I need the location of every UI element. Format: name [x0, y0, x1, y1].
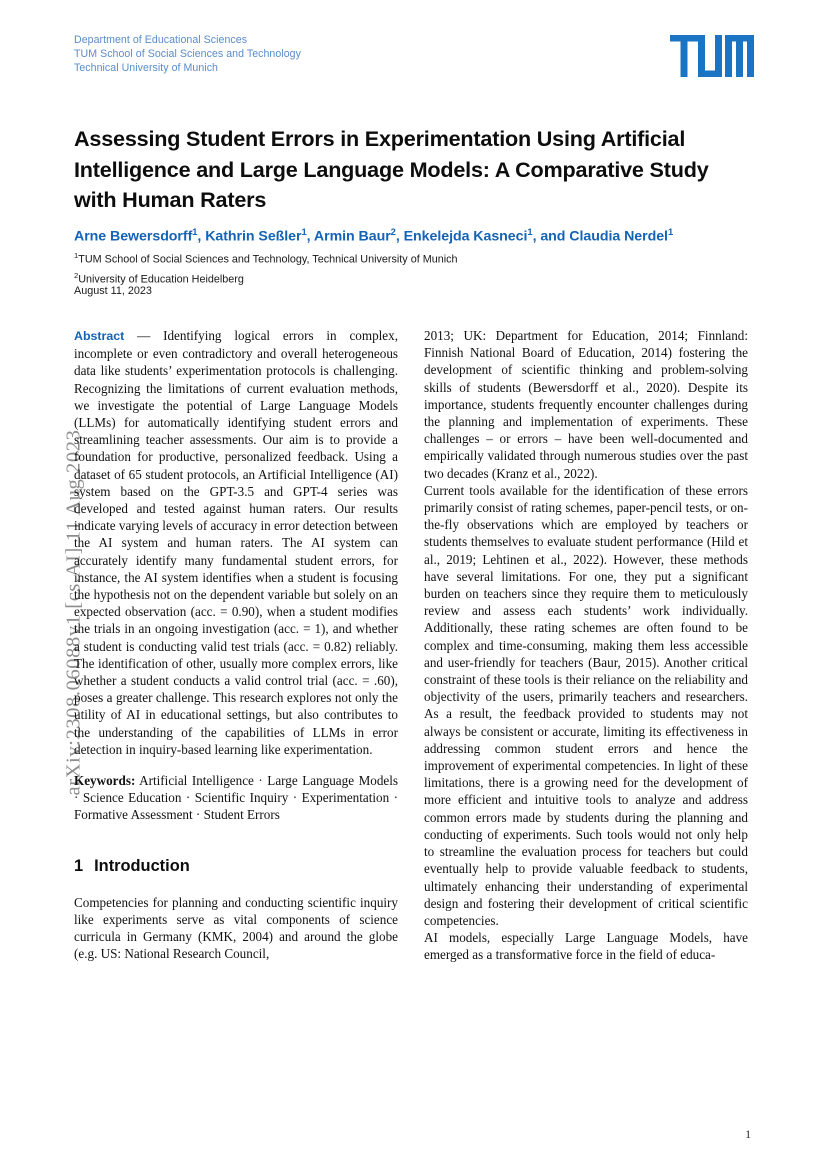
abstract-paragraph	[74, 327, 398, 758]
intro-paragraph-1-left: Competencies for planning and conducting scientific inquiry like experiments serve as vital components of science curricula in Germany (KMK, 2004) and around the globe (e.g. US: National Research Council,	[74, 894, 398, 962]
page-number: 1	[745, 1129, 751, 1141]
section-number: 1	[74, 856, 84, 875]
keywords-text: Artificial Intelligence · Large Language Models · Science Education · Scientific Inquiry · Experimentation · Formative Assessment · Student Errors	[74, 773, 398, 823]
affiliation-item	[74, 268, 764, 288]
masthead-line-2: TUM School of Social Sciences and Technology	[74, 48, 301, 61]
abstract-text: Identifying logical errors in complex, incomplete or even contradictory and overall heterogeneous data like students’ experimentation protocols is challenging. Recognizing the limitations of current evaluation methods, we investigate the potential of Large Language Models (LLMs) for automatically identifying student errors and streamlining teacher assessments. Our aim is to provide a foundation for productive, personalized feedback. Using a dataset of 65 student protocols, an Artificial Intelligence (AI) system based on the GPT-3.5 and GPT-4 series was developed and tested against human raters. Our results indicate varying levels of accuracy in error detection between the AI system and human raters. The AI system can accurately identify many fundamental student errors, for instance, the AI system identifies when a student is focusing the hypothesis not on the dependent variable but solely on an expected observation (acc. = 0.90), when a student modifies the trials in an ongoing investigation (acc. = 1), and whether a student is conducting valid test trials (acc. = 0.82) reliably. The identification of other, usually more complex errors, like whether a student conducts a valid control trial (acc. = .60), poses a greater challenge. This research explores not only the utility of AI in educational settings, but also contributes to the understanding of the capabilities of LLMs in error detection in inquiry-based learning like experimentation.	[74, 328, 398, 757]
masthead	[74, 33, 754, 95]
department-lines	[74, 33, 754, 76]
affiliations	[74, 248, 764, 288]
affiliation-text: TUM School of Social Sciences and Technology, Technical University of Munich	[78, 253, 458, 266]
column-right	[424, 327, 748, 964]
section-heading-introduction	[74, 856, 398, 876]
masthead-line-1: Department of Educational Sciences	[74, 34, 248, 46]
publication-date: August 11, 2023	[74, 285, 152, 297]
body-columns	[74, 327, 748, 1097]
keywords-paragraph	[74, 772, 398, 824]
intro-paragraph-2: Current tools available for the identification of these errors primarily consist of rating schemes, paper-pencil tests, or on-the-fly observations which are employed by teachers or students themselves to evaluate student performance (Hild et al., 2019; Lehtinen et al., 2022). However, these methods have several limitations. For one, they put a significant burden on teachers since they require them to meticulously review and assess each students’ work individually. Additionally, these rating schemes are often found to be complex and time-consuming, making them less accessible and user-friendly for teachers (Baur, 2015). Another critical constraint of these tools is their reliance on the reliability and objectivity of the users, primarily teachers and researchers. As a result, the feedback provided to students may not always be consistent or accurate, limiting its effectiveness in addressing common student errors and hence the improvement of experimental competencies. In light of these limitations, there is a growing need for the development of more efficient and intuitive tools to analyze and address common errors made by students during the planning and conducting of experiments. Such tools would not only help to streamline the evaluation process for teachers but could eventually help to provide valuable feedback to students, ultimately enhancing their understanding of experimental design and fostering their development of critical scientific competencies.	[424, 482, 748, 928]
abstract-label: Abstract	[74, 329, 125, 343]
keywords-label: Keywords:	[74, 773, 136, 789]
intro-paragraph-1-continued: 2013; UK: Department for Education, 2014; Finnland: Finnish National Board of Education, 2014) fostering the development of scientific thinking and problem-solving skills of students (Bewersdorff et al., 2020). Despite its importance, students frequently encounter challenges during the planning and implementation of experiments. These challenges – or errors – have been well-documented and empirically validated through numerous studies over the past two decades (Kranz et al., 2022).	[424, 328, 748, 481]
arxiv-stamp: arXiv:2308.06088v1 [cs.AI] 11 Aug 2023	[62, 429, 85, 796]
affiliation-marker: 2	[74, 271, 79, 281]
section-title: Introduction	[94, 856, 190, 875]
column-left	[74, 327, 398, 963]
page-title: Assessing Student Errors in Experimentation Using Artificial Intelligence and Large Language Models: A Comparative Study with Human Raters	[74, 126, 709, 213]
intro-paragraph-3: AI models, especially Large Language Models, have emerged as a transformative force in the field of educa-	[424, 930, 748, 963]
abstract-dash: —	[124, 328, 164, 343]
affiliation-item	[74, 248, 764, 268]
affiliation-text: University of Education Heidelberg	[78, 273, 244, 286]
tum-logo	[670, 35, 754, 77]
affiliation-marker: 1	[74, 251, 79, 260]
masthead-line-3: Technical University of Munich	[74, 62, 218, 75]
author-list: Arne Bewersdorff$^1$, Kathrin Seßler$^1$, Armin Baur$^2$, Enkelejda Kasneci$^1$, and Claudia Nerdel$^1$	[74, 226, 674, 245]
